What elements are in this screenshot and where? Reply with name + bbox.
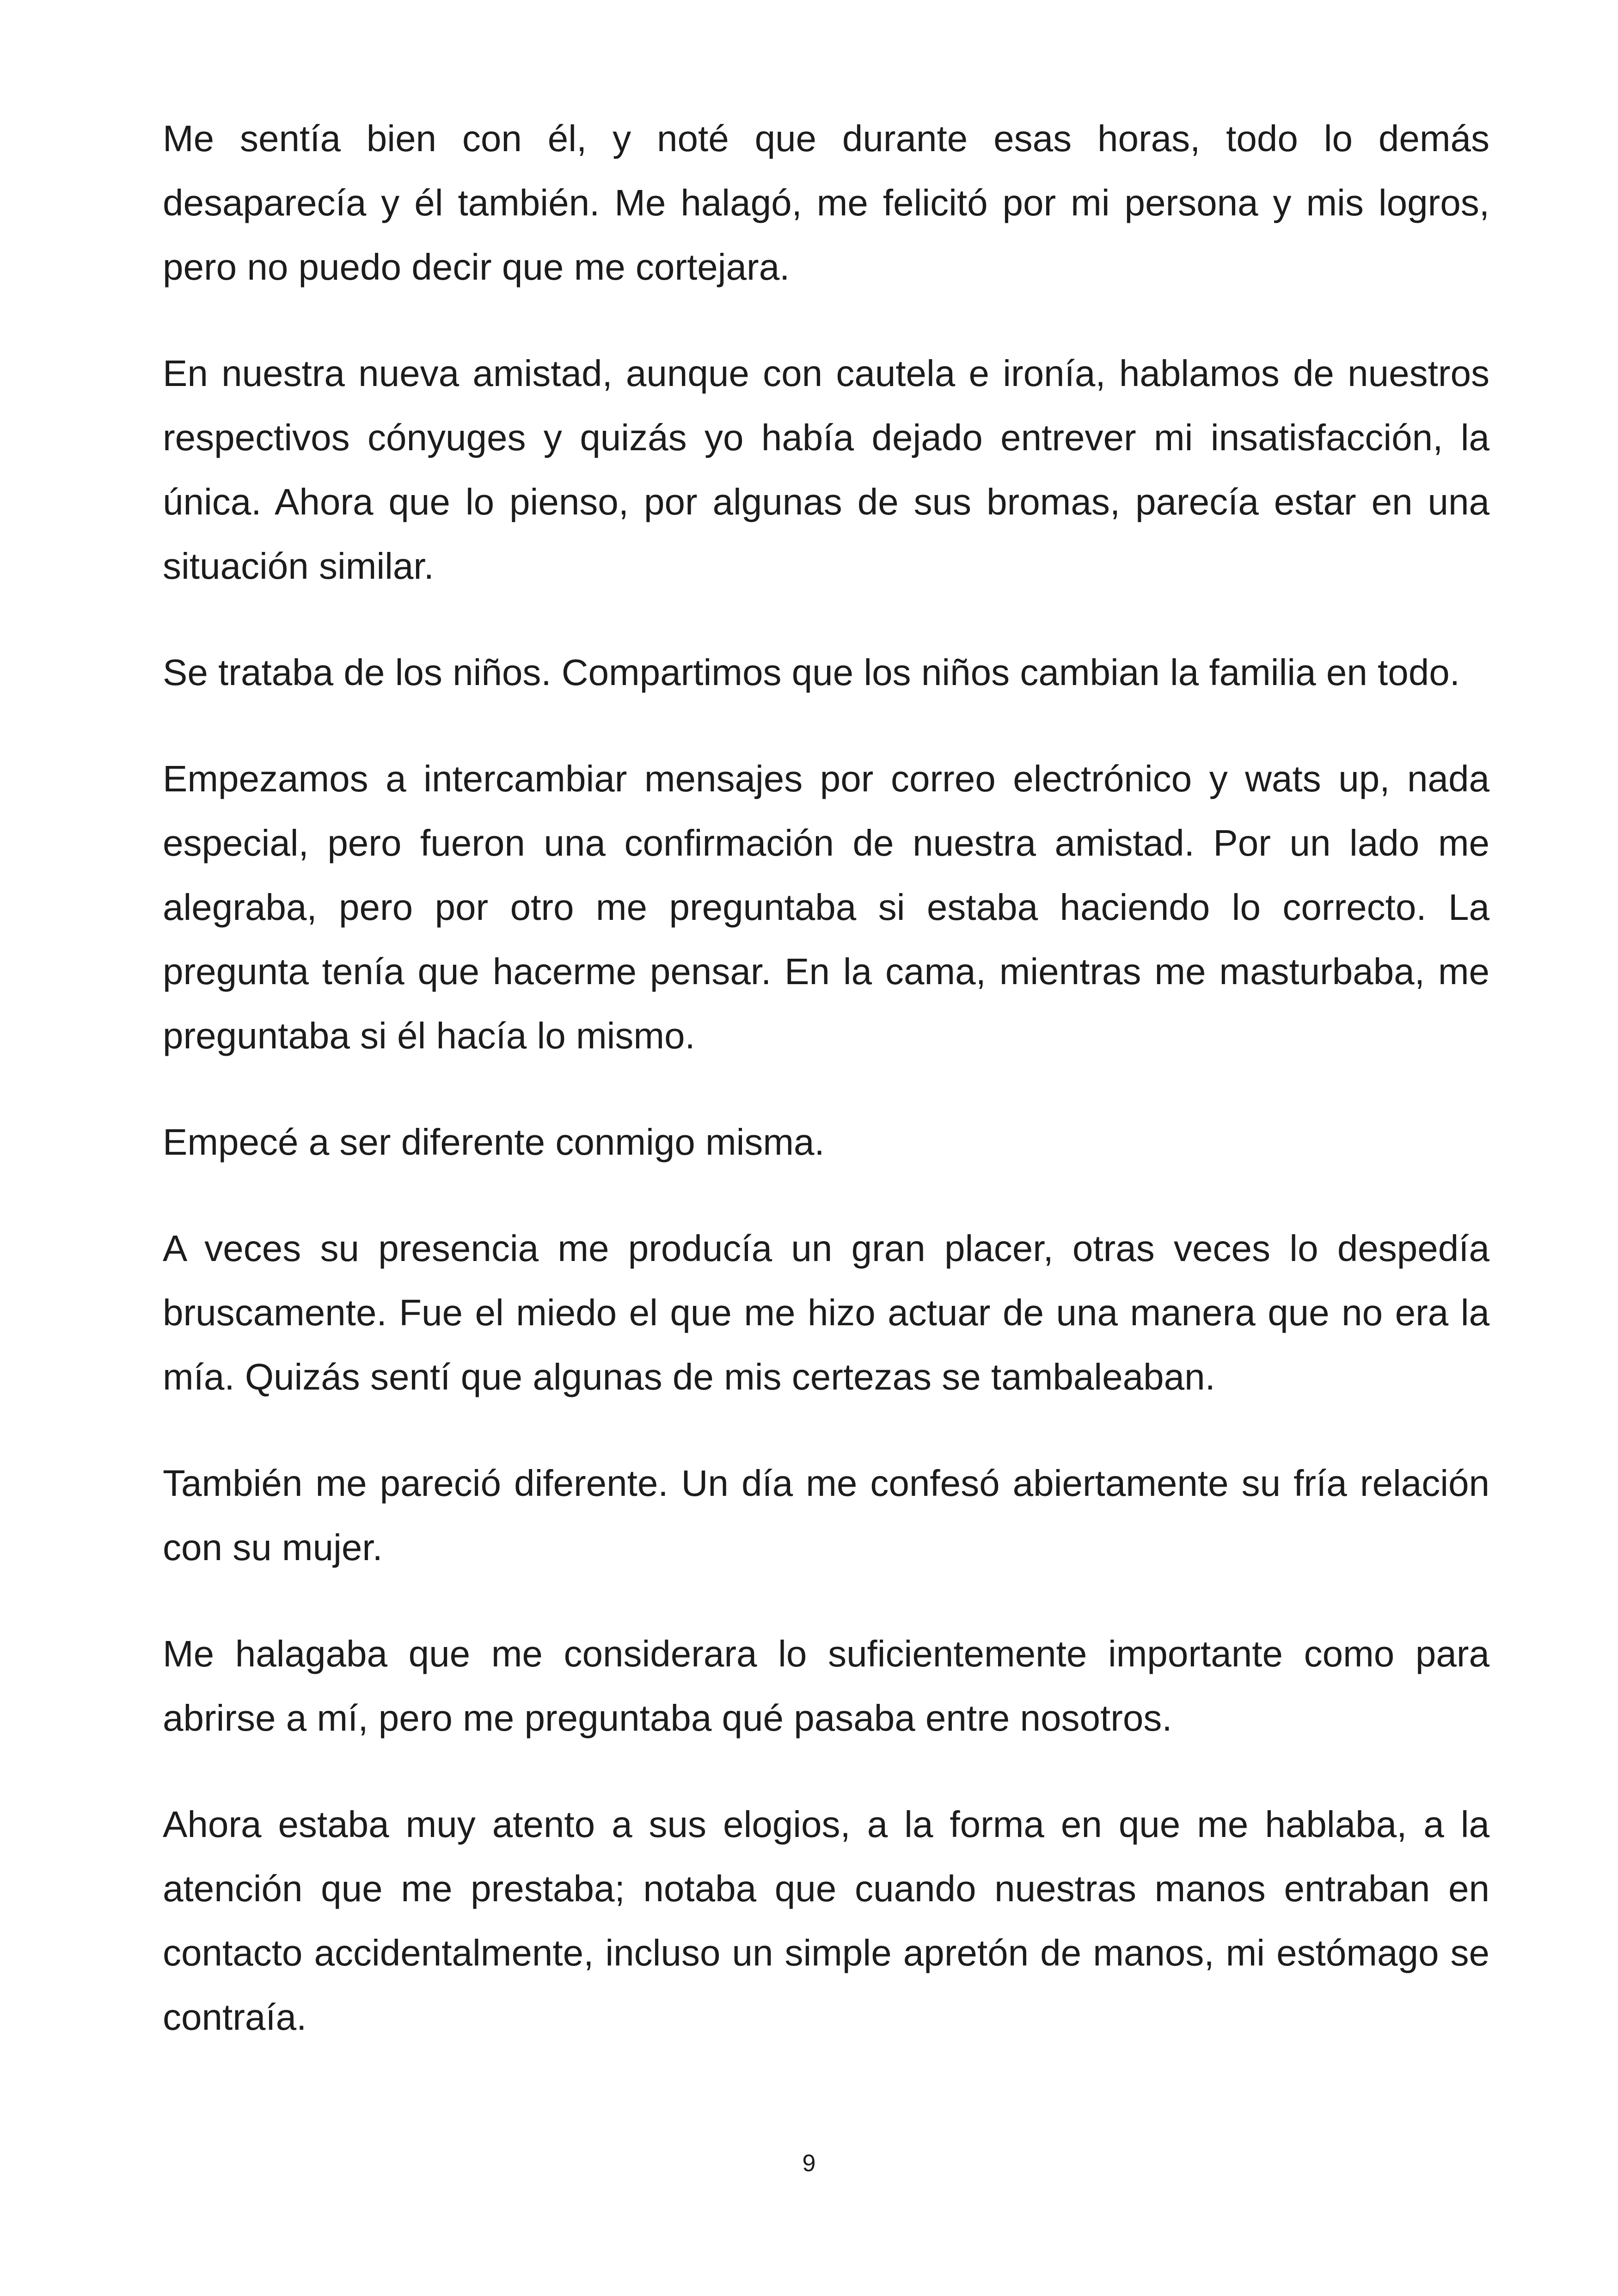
paragraph-9: Ahora estaba muy atento a sus elogios, a la forma en que me hablaba, a la atención que me prestaba; notaba que cuando nuestras manos entraban en contacto accidentalmente, incluso un simple apretón de manos, mi estómago se contraía.	[163, 1804, 1489, 2038]
page-number: 9	[802, 2150, 816, 2177]
paragraph-4: Empezamos a intercambiar mensajes por correo electrónico y wats up, nada especial, pero fueron una confirmación de nuestra amistad. Por un lado me alegraba, pero por otro me preguntaba si estaba haciendo lo correcto. La pregunta tenía que hacerme pensar. En la cama, mientras me masturbaba, me preguntaba si él hacía lo mismo.	[163, 758, 1489, 1056]
body-text	[163, 106, 1489, 2091]
paragraph-2: En nuestra nueva amistad, aunque con cautela e ironía, hablamos de nuestros respectivos cónyuges y quizás yo había dejado entrever mi insatisfacción, la única. Ahora que lo pienso, por algunas de sus bromas, parecía estar en una situación similar.	[163, 353, 1489, 587]
paragraph-7: También me pareció diferente. Un día me confesó abiertamente su fría relación con su mujer.	[163, 1463, 1489, 1568]
paragraph-1: Me sentía bien con él, y noté que durante esas horas, todo lo demás desaparecía y él también. Me halagó, me felicitó por mi persona y mis logros, pero no puedo decir que me cortejara.	[163, 118, 1489, 288]
paragraph-3: Se trataba de los niños. Compartimos que los niños cambian la familia en todo.	[163, 652, 1460, 693]
paragraph-5: Empecé a ser diferente conmigo misma.	[163, 1121, 825, 1163]
paragraph-8: Me halagaba que me considerara lo suficientemente importante como para abrirse a mí, pero me preguntaba qué pasaba entre nosotros.	[163, 1633, 1489, 1739]
paragraph-6: A veces su presencia me producía un gran placer, otras veces lo despedía bruscamente. Fue el miedo el que me hizo actuar de una manera que no era la mía. Quizás sentí que algunas de mis certezas se tambaleaban.	[163, 1228, 1489, 1397]
